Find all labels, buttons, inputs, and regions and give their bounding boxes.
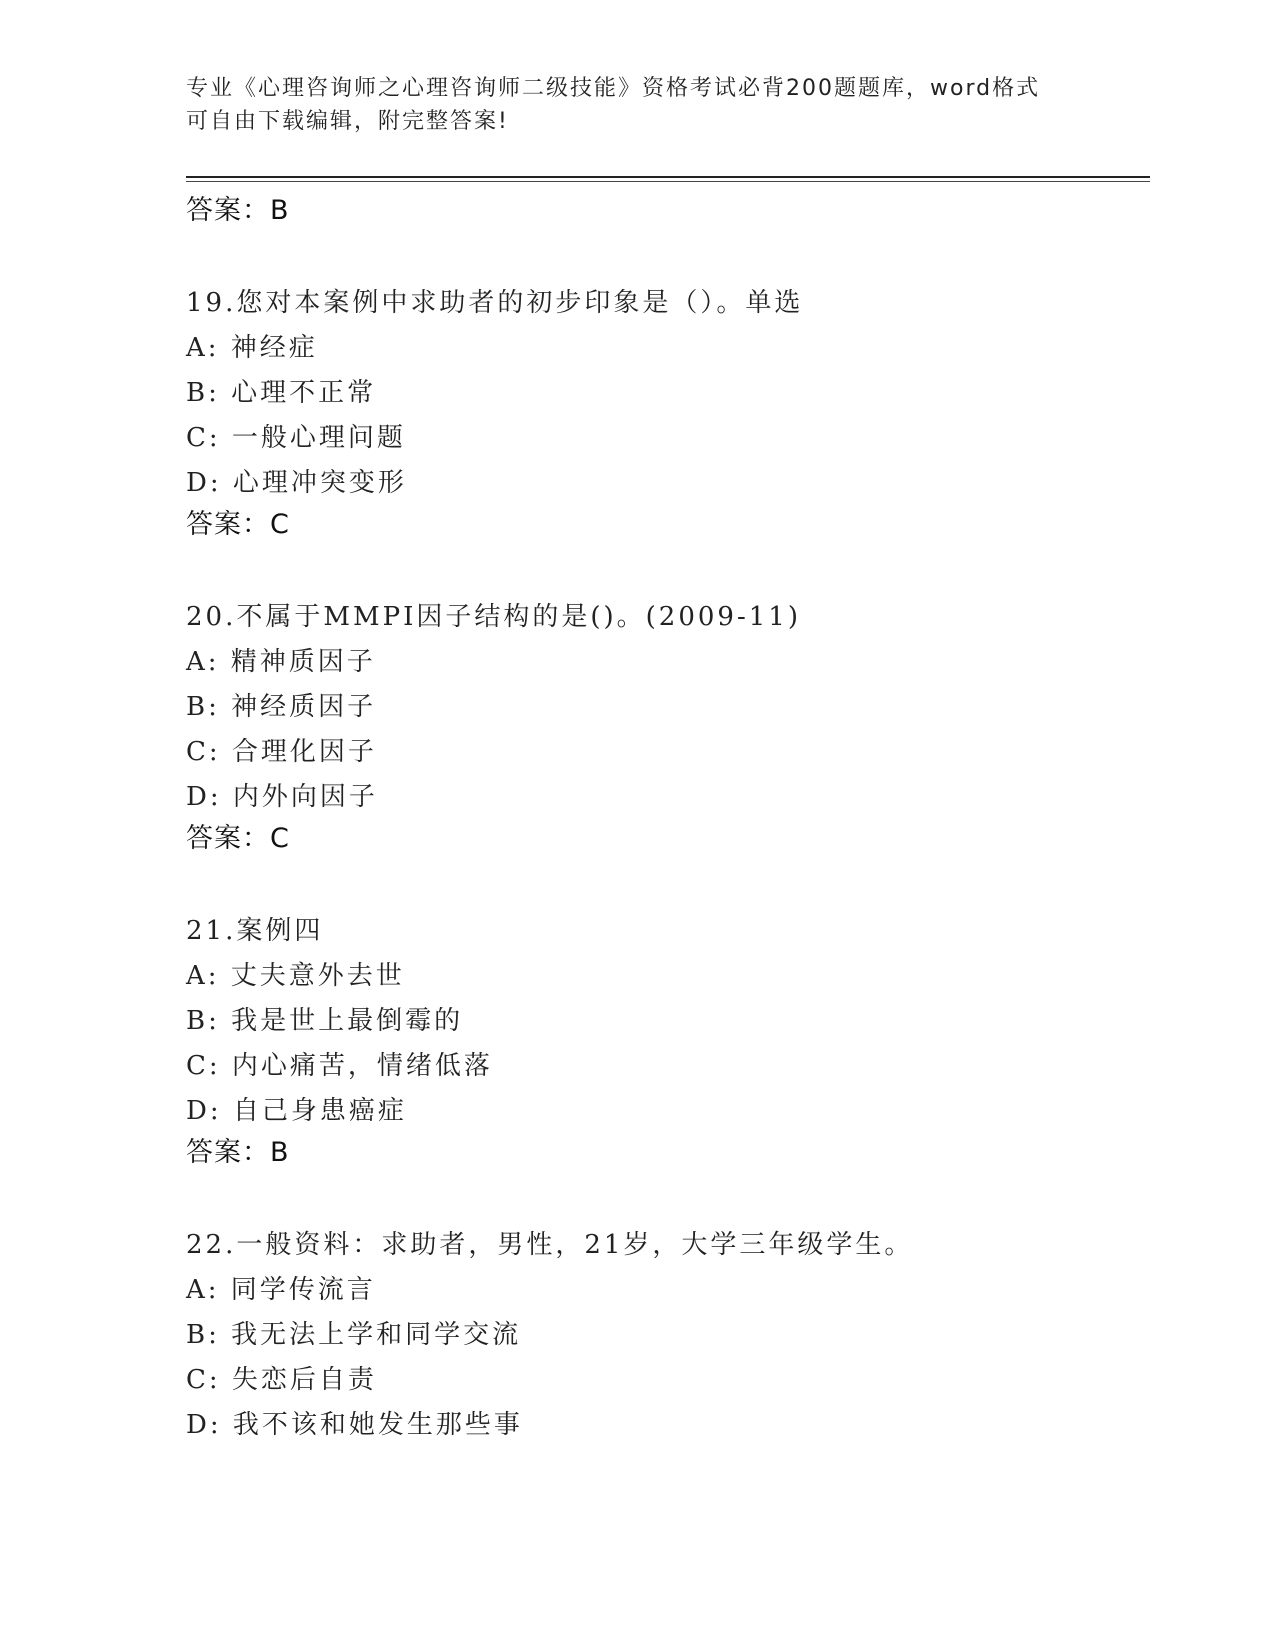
header-line-1: 专业《心理咨询师之心理咨询师二级技能》资格考试必背200题题库，word格式 (186, 76, 1041, 101)
option-b: B: 我无法上学和同学交流 (186, 1320, 522, 1350)
option-c: C: 内心痛苦，情绪低落 (186, 1051, 493, 1081)
header-divider-thin (186, 181, 1150, 182)
question-text: 22.一般资料：求助者，男性，21岁，大学三年级学生。 (186, 1230, 914, 1260)
option-d: D: 我不该和她发生那些事 (186, 1410, 523, 1440)
question-list (186, 190, 1146, 1448)
answer-line: 答案：C (186, 509, 290, 540)
question-20 (186, 595, 1146, 855)
option-a: A: 丈夫意外去世 (186, 961, 405, 991)
option-c: C: 失恋后自责 (186, 1365, 377, 1395)
option-a: A: 同学传流言 (186, 1275, 376, 1305)
question-22 (186, 1223, 1146, 1448)
answer-line: 答案：B (186, 195, 290, 226)
answer-line: 答案：B (186, 1137, 290, 1168)
option-d: D: 内外向因子 (186, 782, 378, 812)
option-c: C: 合理化因子 (186, 737, 377, 767)
page-header (186, 72, 1086, 138)
question-text: 19.您对本案例中求助者的初步印象是（）。单选 (186, 288, 804, 318)
question-text: 20.不属于MMPI因子结构的是()。(2009-11) (186, 602, 801, 632)
question-19 (186, 281, 1146, 541)
question-21 (186, 909, 1146, 1169)
question-text: 21.案例四 (186, 916, 324, 946)
option-a: A: 神经症 (186, 333, 318, 363)
option-d: D: 心理冲突变形 (186, 468, 407, 498)
option-d: D: 自己身患癌症 (186, 1096, 407, 1126)
header-divider-thick (186, 176, 1150, 178)
option-b: B: 我是世上最倒霉的 (186, 1006, 464, 1036)
answer-line: 答案：C (186, 823, 290, 854)
header-line-2: 可自由下载编辑，附完整答案! (186, 109, 509, 134)
option-c: C: 一般心理问题 (186, 423, 406, 453)
option-a: A: 精神质因子 (186, 647, 376, 677)
option-b: B: 神经质因子 (186, 692, 377, 722)
option-b: B: 心理不正常 (186, 378, 377, 408)
